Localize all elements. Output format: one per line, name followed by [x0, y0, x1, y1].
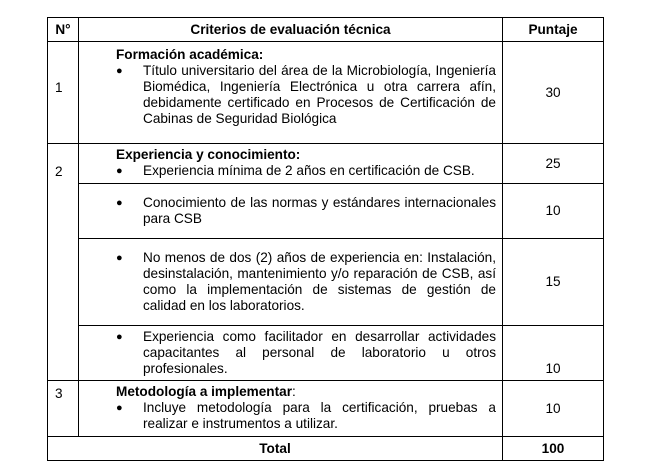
list-item: [79, 63, 502, 128]
list-item: [79, 195, 502, 228]
section-number: 1: [48, 42, 79, 144]
list-item: [79, 250, 502, 315]
bullet-icon: ●: [116, 165, 123, 177]
list-item: [79, 400, 502, 433]
criteria-cell: [79, 326, 503, 381]
section-number: 2: [48, 144, 79, 381]
item-text: Experiencia mínima de 2 años en certificación de CSB.: [143, 163, 475, 178]
bullet-icon: ●: [116, 196, 123, 209]
item-text: Experiencia como facilitador en desarrollar actividades capacitantes al personal de laboratorio u otros profesionales.: [143, 328, 496, 376]
score-cell: 10: [503, 326, 604, 381]
score-cell: 10: [503, 184, 604, 239]
total-row: [48, 437, 604, 461]
list-item: [79, 329, 502, 378]
score-cell: 25: [503, 144, 604, 184]
table-row: [48, 184, 604, 239]
score-cell: 15: [503, 239, 604, 326]
section-number: 3: [48, 381, 79, 437]
table-row: [48, 381, 604, 437]
list-item: [79, 163, 502, 180]
score-cell: 10: [503, 381, 604, 437]
criteria-cell: [79, 42, 503, 144]
table-row: [48, 144, 604, 184]
total-label: Total: [48, 437, 503, 461]
table-row: [48, 326, 604, 381]
section-title-suffix: :: [292, 384, 296, 399]
item-text: Título universitario del área de la Microbiología, Ingeniería Biomédica, Ingeniería Electrónica u otra carrera afín, debidamente certificado en Procesos de Certificación de Cabinas de Seguridad Biológica: [143, 63, 496, 126]
item-text: No menos de dos (2) años de experiencia en: Instalación, desinstalación, mantenimiento y/o reparación de CSB, así como la implementación de sistemas de gestión de calidad en los laboratorios.: [143, 249, 496, 313]
criteria-cell: [79, 184, 503, 239]
section-title-text: Metodología a implementar: [116, 384, 292, 399]
item-text: Conocimiento de las normas y estándares internacionales para CSB: [143, 194, 496, 226]
bullet-icon: ●: [116, 251, 123, 264]
evaluation-criteria-table: [47, 17, 604, 461]
table-row: [48, 239, 604, 326]
bullet-icon: ●: [116, 330, 123, 343]
item-text: Incluye metodología para la certificación, pruebas a realizar e instrumentos a utilizar.: [143, 400, 496, 431]
header-criteria: Criterios de evaluación técnica: [79, 18, 503, 42]
bullet-icon: ●: [116, 402, 123, 414]
header-row: [48, 18, 604, 42]
header-num: N°: [48, 18, 79, 42]
section-title: [79, 381, 502, 400]
header-score: Puntaje: [503, 18, 604, 42]
score-cell: 30: [503, 42, 604, 144]
criteria-cell: [79, 381, 503, 437]
total-value: 100: [503, 437, 604, 461]
table-row: [48, 42, 604, 144]
criteria-cell: [79, 144, 503, 184]
section-title: Experiencia y conocimiento:: [116, 147, 301, 162]
bullet-icon: ●: [116, 65, 123, 77]
criteria-cell: [79, 239, 503, 326]
section-title: Formación académica:: [116, 47, 264, 62]
